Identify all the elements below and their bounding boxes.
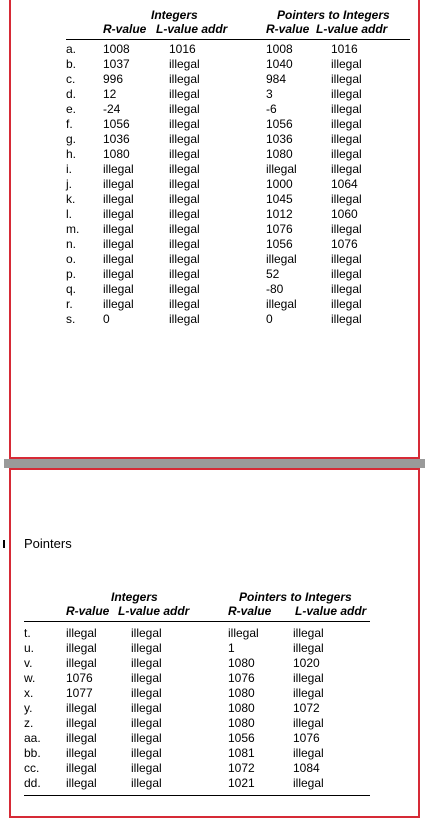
row-label: i. xyxy=(66,162,72,176)
cell-ptr-rvalue: 1080 xyxy=(228,716,255,730)
cell-int-lvalue: illegal xyxy=(131,776,162,790)
table-row xyxy=(66,192,410,207)
row-label: a. xyxy=(66,42,77,56)
cell-ptr-rvalue: 1076 xyxy=(266,222,293,236)
row-label: f. xyxy=(66,117,73,131)
table-row xyxy=(66,117,410,132)
cell-int-rvalue: illegal xyxy=(103,192,134,206)
cell-ptr-lvalue: illegal xyxy=(331,147,362,161)
cell-ptr-rvalue: 52 xyxy=(266,267,280,281)
row-label: s. xyxy=(66,312,76,326)
cell-int-rvalue: 1056 xyxy=(103,117,130,131)
cell-int-lvalue: illegal xyxy=(169,222,200,236)
table-row xyxy=(66,252,410,267)
answer-table-1 xyxy=(66,8,410,328)
answer-table-2 xyxy=(24,590,370,800)
table-row xyxy=(66,267,410,282)
row-label: x. xyxy=(24,686,34,700)
cell-ptr-rvalue: 1045 xyxy=(266,192,293,206)
group-header-pointers: Pointers to Integers xyxy=(277,8,390,22)
header-rule xyxy=(24,621,370,622)
cell-ptr-rvalue: 1 xyxy=(228,641,235,655)
cell-int-lvalue: illegal xyxy=(131,671,162,685)
cell-int-lvalue: illegal xyxy=(169,132,200,146)
col-header-ptr-rvalue: R-value xyxy=(266,22,310,36)
cell-ptr-rvalue: 1080 xyxy=(266,147,293,161)
row-label: m. xyxy=(66,222,80,236)
cell-ptr-rvalue: 1056 xyxy=(228,731,255,745)
section-heading: Pointers xyxy=(24,536,72,551)
cell-ptr-rvalue: 1000 xyxy=(266,177,293,191)
table-row xyxy=(66,207,410,222)
cell-int-rvalue: -24 xyxy=(103,102,121,116)
cell-ptr-lvalue: illegal xyxy=(331,162,362,176)
col-header-int-rvalue: R-value xyxy=(66,604,110,618)
cell-ptr-lvalue: 1020 xyxy=(293,656,320,670)
row-label: h. xyxy=(66,147,77,161)
cell-ptr-rvalue: 1012 xyxy=(266,207,293,221)
col-header-ptr-lvalue: L-value addr xyxy=(295,604,367,618)
row-label: p. xyxy=(66,267,77,281)
row-label: n. xyxy=(66,237,77,251)
cell-ptr-rvalue: 1080 xyxy=(228,656,255,670)
cell-ptr-lvalue: illegal xyxy=(331,297,362,311)
row-label: c. xyxy=(66,72,76,86)
cell-ptr-lvalue: 1060 xyxy=(331,207,358,221)
cell-ptr-rvalue: 1056 xyxy=(266,117,293,131)
cell-int-rvalue: illegal xyxy=(103,252,134,266)
table-row xyxy=(66,57,410,72)
cell-ptr-lvalue: illegal xyxy=(331,132,362,146)
cell-int-rvalue: illegal xyxy=(66,641,97,655)
row-label: r. xyxy=(66,297,73,311)
table-row xyxy=(66,312,410,327)
cell-ptr-lvalue: illegal xyxy=(331,72,362,86)
cell-int-lvalue: illegal xyxy=(169,57,200,71)
row-label: g. xyxy=(66,132,77,146)
cell-ptr-rvalue: -6 xyxy=(266,102,277,116)
table-row xyxy=(66,87,410,102)
table-row xyxy=(24,746,370,761)
table-row xyxy=(66,282,410,297)
cell-int-lvalue: illegal xyxy=(169,297,200,311)
cell-int-rvalue: 1037 xyxy=(103,57,130,71)
cell-ptr-lvalue: illegal xyxy=(331,282,362,296)
cell-int-lvalue: illegal xyxy=(169,207,200,221)
group-header-integers: Integers xyxy=(151,8,198,22)
cell-int-lvalue: illegal xyxy=(169,282,200,296)
table-row xyxy=(24,701,370,716)
cell-int-lvalue: illegal xyxy=(169,177,200,191)
table-row xyxy=(24,731,370,746)
cell-ptr-rvalue: 1036 xyxy=(266,132,293,146)
row-label: z. xyxy=(24,716,34,730)
cell-int-rvalue: illegal xyxy=(103,162,134,176)
cell-ptr-lvalue: illegal xyxy=(293,686,324,700)
cell-int-rvalue: 1036 xyxy=(103,132,130,146)
row-label: cc. xyxy=(24,761,40,775)
cell-ptr-rvalue: 1008 xyxy=(266,42,293,56)
cell-ptr-lvalue: illegal xyxy=(293,776,324,790)
row-label: j. xyxy=(66,177,72,191)
cell-ptr-rvalue: 1072 xyxy=(228,761,255,775)
table-row xyxy=(66,222,410,237)
cell-int-rvalue: 1080 xyxy=(103,147,130,161)
cell-int-lvalue: illegal xyxy=(169,252,200,266)
table-row xyxy=(66,162,410,177)
cell-int-rvalue: 1008 xyxy=(103,42,130,56)
cell-int-lvalue: illegal xyxy=(169,192,200,206)
cell-ptr-lvalue: 1084 xyxy=(293,761,320,775)
cell-ptr-lvalue: illegal xyxy=(331,267,362,281)
cell-ptr-lvalue: illegal xyxy=(293,671,324,685)
col-header-int-lvalue: L-value addr xyxy=(118,604,190,618)
cell-int-rvalue: illegal xyxy=(103,237,134,251)
cell-ptr-lvalue: illegal xyxy=(331,312,362,326)
group-header-pointers: Pointers to Integers xyxy=(239,590,352,604)
cell-int-lvalue: illegal xyxy=(131,716,162,730)
table-row xyxy=(24,686,370,701)
cell-ptr-rvalue: 0 xyxy=(266,312,273,326)
cell-int-lvalue: illegal xyxy=(131,761,162,775)
table-row xyxy=(24,641,370,656)
cell-int-lvalue: illegal xyxy=(169,117,200,131)
row-label: k. xyxy=(66,192,76,206)
table-row xyxy=(24,656,370,671)
cell-int-rvalue: illegal xyxy=(66,656,97,670)
cell-int-lvalue: illegal xyxy=(169,267,200,281)
row-label: e. xyxy=(66,102,77,116)
group-header-integers: Integers xyxy=(111,590,158,604)
row-label: aa. xyxy=(24,731,41,745)
cell-int-lvalue: illegal xyxy=(131,701,162,715)
cell-ptr-rvalue: 1081 xyxy=(228,746,255,760)
cell-int-rvalue: illegal xyxy=(103,297,134,311)
cell-int-lvalue: illegal xyxy=(169,162,200,176)
cell-int-lvalue: illegal xyxy=(169,102,200,116)
row-label: d. xyxy=(66,87,77,101)
table-row xyxy=(24,626,370,641)
cell-ptr-rvalue: illegal xyxy=(266,297,297,311)
cell-int-rvalue: illegal xyxy=(103,177,134,191)
cell-int-rvalue: 12 xyxy=(103,87,117,101)
table-row xyxy=(66,237,410,252)
row-label: bb. xyxy=(24,746,41,760)
page-divider xyxy=(4,459,425,468)
page-mark xyxy=(3,540,5,548)
cell-int-rvalue: illegal xyxy=(66,761,97,775)
col-header-ptr-rvalue: R-value xyxy=(228,604,272,618)
cell-ptr-rvalue: 1076 xyxy=(228,671,255,685)
cell-ptr-lvalue: illegal xyxy=(331,102,362,116)
cell-ptr-rvalue: 1021 xyxy=(228,776,255,790)
table-row xyxy=(66,102,410,117)
cell-ptr-lvalue: illegal xyxy=(293,641,324,655)
cell-ptr-lvalue: 1076 xyxy=(331,237,358,251)
col-header-int-rvalue: R-value xyxy=(103,22,147,36)
cell-int-lvalue: illegal xyxy=(169,237,200,251)
row-label: y. xyxy=(24,701,33,715)
cell-ptr-lvalue: 1064 xyxy=(331,177,358,191)
row-label: t. xyxy=(24,626,31,640)
row-label: q. xyxy=(66,282,77,296)
cell-ptr-lvalue: 1072 xyxy=(293,701,320,715)
cell-int-lvalue: illegal xyxy=(131,656,162,670)
row-label: v. xyxy=(24,656,33,670)
table-row xyxy=(66,297,410,312)
cell-int-rvalue: illegal xyxy=(66,731,97,745)
cell-ptr-rvalue: 1040 xyxy=(266,57,293,71)
cell-int-lvalue: illegal xyxy=(169,312,200,326)
cell-int-rvalue: 996 xyxy=(103,72,124,86)
cell-ptr-lvalue: illegal xyxy=(293,626,324,640)
table-row xyxy=(24,761,370,776)
table-row xyxy=(66,147,410,162)
cell-int-rvalue: illegal xyxy=(66,746,97,760)
cell-ptr-lvalue: illegal xyxy=(331,192,362,206)
col-header-ptr-lvalue: L-value addr xyxy=(316,22,388,36)
cell-ptr-lvalue: illegal xyxy=(331,252,362,266)
cell-int-lvalue: illegal xyxy=(131,746,162,760)
cell-ptr-lvalue: 1016 xyxy=(331,42,358,56)
cell-ptr-rvalue: 1080 xyxy=(228,701,255,715)
table-row xyxy=(24,716,370,731)
header-rule xyxy=(66,39,410,40)
table-row xyxy=(66,42,410,57)
cell-int-lvalue: illegal xyxy=(169,87,200,101)
cell-int-rvalue: illegal xyxy=(103,222,134,236)
cell-ptr-rvalue: illegal xyxy=(266,162,297,176)
cell-ptr-rvalue: 3 xyxy=(266,87,273,101)
cell-ptr-lvalue: illegal xyxy=(293,716,324,730)
cell-int-lvalue: illegal xyxy=(131,686,162,700)
cell-int-lvalue: 1016 xyxy=(169,42,196,56)
cell-ptr-lvalue: illegal xyxy=(331,222,362,236)
cell-ptr-rvalue: 1080 xyxy=(228,686,255,700)
table-row xyxy=(66,132,410,147)
cell-ptr-rvalue: illegal xyxy=(228,626,259,640)
table-row xyxy=(24,671,370,686)
cell-int-rvalue: illegal xyxy=(66,701,97,715)
cell-int-rvalue: 0 xyxy=(103,312,110,326)
cell-int-rvalue: 1077 xyxy=(66,686,93,700)
cell-int-rvalue: illegal xyxy=(66,716,97,730)
cell-ptr-rvalue: illegal xyxy=(266,252,297,266)
cell-ptr-rvalue: -80 xyxy=(266,282,284,296)
cell-ptr-rvalue: 1056 xyxy=(266,237,293,251)
table-row xyxy=(24,776,370,791)
cell-int-lvalue: illegal xyxy=(131,626,162,640)
cell-ptr-lvalue: illegal xyxy=(331,117,362,131)
cell-int-lvalue: illegal xyxy=(131,731,162,745)
row-label: u. xyxy=(24,641,35,655)
table-row xyxy=(66,72,410,87)
row-label: dd. xyxy=(24,776,41,790)
col-header-int-lvalue: L-value addr xyxy=(156,22,228,36)
cell-int-rvalue: 1076 xyxy=(66,671,93,685)
cell-int-rvalue: illegal xyxy=(103,282,134,296)
cell-int-rvalue: illegal xyxy=(103,207,134,221)
row-label: b. xyxy=(66,57,77,71)
cell-int-lvalue: illegal xyxy=(169,147,200,161)
cell-ptr-lvalue: illegal xyxy=(331,57,362,71)
table-row xyxy=(66,177,410,192)
cell-ptr-lvalue: 1076 xyxy=(293,731,320,745)
row-label: l. xyxy=(66,207,72,221)
cell-ptr-rvalue: 984 xyxy=(266,72,287,86)
row-label: o. xyxy=(66,252,77,266)
cell-int-rvalue: illegal xyxy=(66,626,97,640)
cell-int-lvalue: illegal xyxy=(131,641,162,655)
row-label: w. xyxy=(24,671,36,685)
bottom-rule xyxy=(24,795,370,796)
cell-ptr-lvalue: illegal xyxy=(293,746,324,760)
cell-int-rvalue: illegal xyxy=(66,776,97,790)
cell-ptr-lvalue: illegal xyxy=(331,87,362,101)
cell-int-rvalue: illegal xyxy=(103,267,134,281)
cell-int-lvalue: illegal xyxy=(169,72,200,86)
